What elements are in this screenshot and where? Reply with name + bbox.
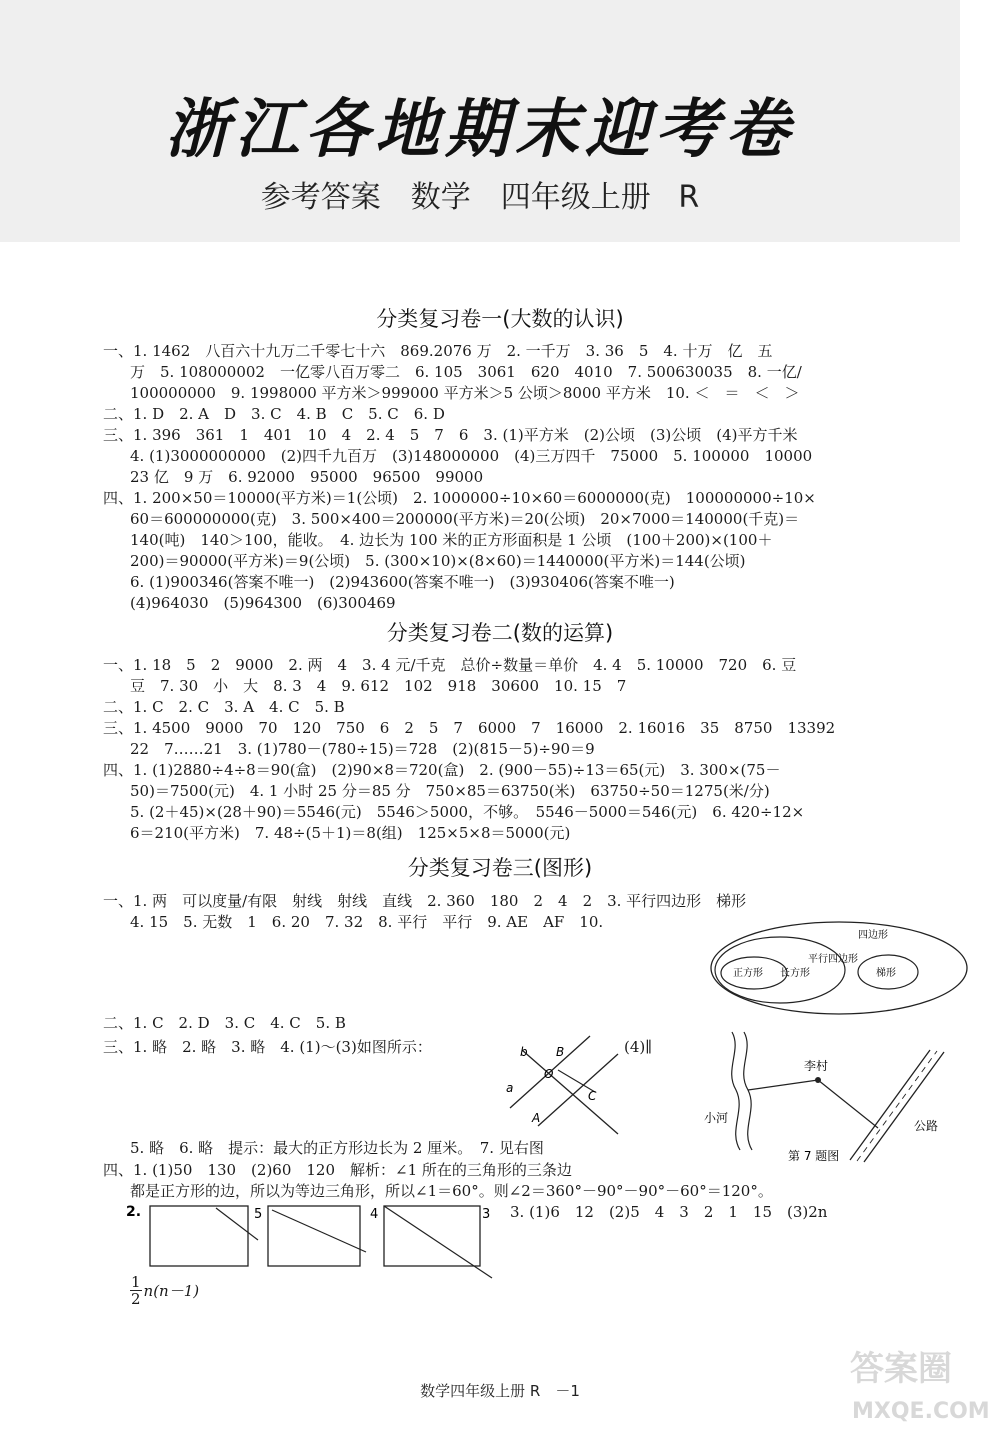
line-label: a [506,1081,514,1095]
answer-line: 四、1. (1)50 130 (2)60 120 解析：∠1 所在的三角形的三条边 [103,1161,572,1179]
answer-line: 5. 略 6. 略 提示：最大的正方形边长为 2 厘米。 7. 见右图 [130,1139,544,1157]
answer-line: 200)＝90000(平方米)＝9(公顷) 5. (300×10)×(8×60)＝1440000(平方米)＝144(公顷) [130,552,746,570]
answer-line: 一、1. 两 可以度量/有限 射线 射线 直线 2. 360 180 2 4 2 3. 平行四边形 梯形 [103,892,747,910]
answer-line: 豆 7. 30 小 大 8. 3 4 9. 612 102 918 30600 10. 15 7 [130,677,627,695]
section-title-2: 分类复习卷二(数的运算) [386,621,614,645]
answer-line: 4. (1)3000000000 (2)四千九百万 (3)148000000 (4)三万四千 75000 5. 100000 10000 [130,447,813,465]
formula-expression: n(n－1) [143,1282,200,1300]
watermark-brand: 答案圈 [850,1349,952,1389]
map-label: 李村 [804,1059,829,1073]
answer-line: 5. (2＋45)×(28＋90)＝5546(元) 5546＞5000，不够。 5546－5000＝546(元) 6. 420÷12× [130,803,805,821]
rectangle-diagonal-figure [126,1200,496,1280]
answer-line: 4. 15 5. 无数 1 6. 20 7. 32 8. 平行 平行 9. AE AF 10. [130,913,604,931]
answer-line: (4)964030 (5)964300 (6)300469 [130,594,396,612]
point-label: C [588,1089,597,1103]
answer-line: 60＝600000000(克) 3. 500×400＝200000(平方米)＝20(公顷) 20×7000＝140000(千克)＝ [130,510,800,528]
quadrilateral-venn-diagram [708,918,970,1018]
village-map-figure [700,1030,960,1170]
figure-number: 2. [126,1204,142,1220]
answer-line: 6＝210(平方米) 7. 48÷(5＋1)＝8(组) 125×5×8＝5000(元) [130,824,571,842]
answer-line: 二、1. C 2. D 3. C 4. C 5. B [103,1014,346,1032]
answer-line: 22 7……21 3. (1)780－(780÷15)＝728 (2)(815－5)÷90＝9 [130,740,595,758]
answer-line: 140(吨) 140＞100，能收。 4. 边长为 100 米的正方形面积是 1 公顷 (100＋200)×(100＋ [130,531,773,549]
venn-label: 平行四边形 [808,954,858,965]
answer-line: 三、1. 4500 9000 70 120 750 6 2 5 7 6000 7 16000 2. 16016 35 8750 13392 [103,719,836,737]
formula [130,1274,199,1307]
answer-line: 三、1. 略 2. 略 3. 略 4. (1)～(3)如图所示： [103,1038,432,1056]
parallel-answer: (4)∥ [624,1038,653,1056]
answer-line: 一、1. 18 5 2 9000 2. 两 4 3. 4 元/千克 总价÷数量＝单价 4. 4 5. 10000 720 6. 豆 [103,656,797,674]
answer-line: 23 亿 9 万 6. 92000 95000 96500 99000 [130,468,484,486]
page-footer: 数学四年级上册 R －1 [420,1382,580,1400]
watermark-url: MXQE.COM [852,1399,990,1424]
line-label: b [520,1045,528,1059]
answer-line: 三、1. 396 361 1 401 10 4 2. 4 5 7 6 3. (1)平方米 (2)公顷 (3)公顷 (4)平方千米 [103,426,798,444]
answer-line: 万 5. 108000002 一亿零八百万零二 6. 105 3061 620 4010 7. 500630035 8. 一亿/ [130,363,802,381]
answer-line: 二、1. D 2. A D 3. C 4. B C 5. C 6. D [103,405,445,423]
parallel-lines-figure [500,1028,680,1138]
formula-numerator: 1 [131,1273,141,1291]
map-caption: 第 7 题图 [788,1149,840,1163]
answer-line: 50)＝7500(元) 4. 1 小时 25 分＝85 分 750×85＝63750(米) 63750÷50＝1275(米/分) [130,782,770,800]
answer-line: 一、1. 1462 八百六十九万二千零七十六 869.2076 万 2. 一千万 3. 36 5 4. 十万 亿 五 [103,342,773,360]
answer-line: 100000000 9. 1998000 平方米＞999000 平方米＞5 公顷＞8000 平方米 10. ＜ ＝ ＜ ＞ [130,384,800,402]
answer-line: 6. (1)900346(答案不唯一) (2)943600(答案不唯一) (3)930406(答案不唯一) [130,573,675,591]
venn-label: 梯形 [876,968,896,979]
region-count: 4 [370,1207,379,1222]
point-label: A [532,1111,541,1125]
region-count: 3 [482,1207,491,1222]
map-label: 公路 [914,1119,939,1133]
map-label: 小河 [704,1111,729,1125]
answer-line: 3. (1)6 12 (2)5 4 3 2 1 15 (3)2n [510,1203,828,1221]
venn-label: 正方形 [733,968,763,979]
venn-label: 长方形 [780,968,810,979]
formula-denominator: 2 [131,1290,141,1308]
point-label: O [544,1067,554,1081]
watermark-logo [840,1330,990,1430]
section-title-3: 分类复习卷三(图形) [407,856,593,880]
point-label: B [556,1045,565,1059]
answer-line: 二、1. C 2. C 3. A 4. C 5. B [103,698,345,716]
region-count: 5 [254,1207,263,1222]
answer-line: 都是正方形的边，所以为等边三角形，所以∠1＝60°。则∠2＝360°－90°－90°－60°＝120°。 [130,1182,773,1200]
answer-line: 四、1. 200×50＝10000(平方米)＝1(公顷) 2. 1000000÷10×60＝6000000(克) 100000000÷10× [103,489,816,507]
section-title-1: 分类复习卷一(大数的认识) [376,307,624,331]
answer-line: 四、1. (1)2880÷4÷8＝90(盒) (2)90×8＝720(盒) 2. (900－55)÷13＝65(元) 3. 300×(75－ [103,761,781,779]
venn-label: 四边形 [858,930,888,941]
page-subtitle: 参考答案 数学 四年级上册 R [260,180,700,215]
page-title: 浙江各地期末迎考卷 [165,93,795,167]
